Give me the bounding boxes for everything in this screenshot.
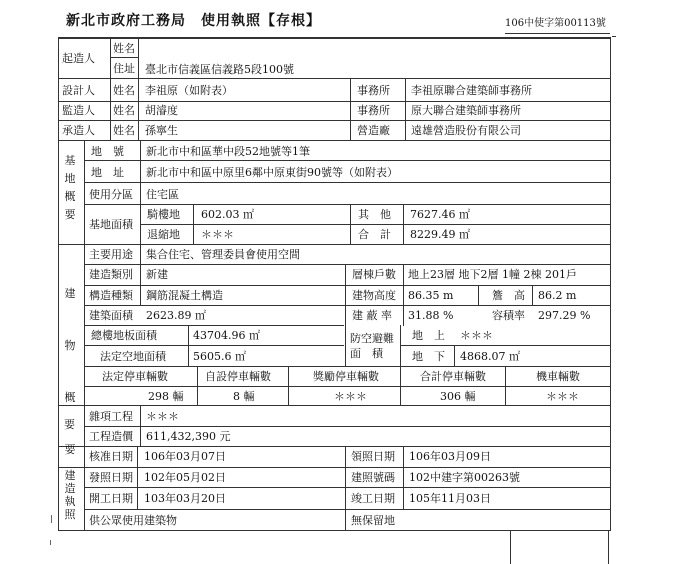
receive-date-label: 領照日期 <box>351 450 395 463</box>
applicant-address-value: 臺北市信義區信義路5段100號 <box>145 63 294 76</box>
shelter-area-label: 防空避難面 積 <box>350 332 394 360</box>
setback-value: ＊＊＊ <box>201 228 234 241</box>
approve-date-value: 106年03月07日 <box>144 450 226 463</box>
site-area-label: 基地面積 <box>89 218 133 231</box>
total-area-value: 8229.49 ㎡ <box>410 228 470 241</box>
far-label: 容積率 <box>492 309 525 322</box>
shelter-above-value: ＊＊＊ <box>460 329 493 342</box>
zoning-label: 使用分區 <box>89 188 133 201</box>
shelter-above-label: 地 上 <box>412 329 445 342</box>
cost-value: 611,432,390 元 <box>146 430 231 443</box>
lot-number-label: 地 號 <box>91 145 124 158</box>
designer-office-value: 李祖原聯合建築師事務所 <box>411 84 532 97</box>
misc-work-value: ＊＊＊ <box>146 410 179 423</box>
table-left-border <box>58 37 59 531</box>
finish-date-value: 105年11月03日 <box>409 492 491 505</box>
main-use-label: 主要用途 <box>89 248 133 261</box>
site-address-label: 地 址 <box>91 166 124 179</box>
cost-label: 工程造價 <box>89 430 133 443</box>
total-area-label: 合 計 <box>358 228 391 241</box>
other-area-label: 其 他 <box>358 208 391 221</box>
table-right-border <box>610 37 611 531</box>
misc-work-label: 雜項工程 <box>89 410 133 423</box>
parking-legal-value: 298 輛 <box>148 390 184 403</box>
build-type-label: 建造類別 <box>89 268 133 281</box>
table-top-border <box>58 37 610 39</box>
start-date-label: 開工日期 <box>89 492 133 505</box>
public-building-label: 供公眾使用建築物 <box>89 514 177 527</box>
parking-header-motorcycle: 機車輛數 <box>536 370 580 383</box>
permit-number-label: 建照號碼 <box>351 471 395 484</box>
designer-label: 設計人 <box>62 84 95 97</box>
parking-motorcycle-value: ＊＊＊ <box>546 390 579 403</box>
issue-date-value: 102年05月02日 <box>144 471 226 484</box>
far-value: 297.29 % <box>538 309 591 322</box>
floor-area-value: 43704.96 ㎡ <box>193 329 260 342</box>
coverage-ratio-label: 建 蔽 率 <box>352 309 392 322</box>
arcade-value: 602.03 ㎡ <box>201 208 254 221</box>
contractor-office-label: 營造廠 <box>357 124 390 137</box>
supervisor-office-value: 原大聯合建築師事務所 <box>411 104 521 117</box>
site-section-label: 基地概要 <box>64 154 76 221</box>
contractor-name-value: 孫寧生 <box>145 124 178 137</box>
structure-value: 鋼筋混凝土構造 <box>146 289 223 302</box>
eave-height-value: 86.2 m <box>538 289 577 302</box>
structure-label: 構造種類 <box>89 289 133 302</box>
height-value: 86.35 m <box>408 289 454 302</box>
no-reserved-land-label: 無保留地 <box>351 514 395 527</box>
parking-header-total: 合計停車輛數 <box>420 370 486 383</box>
build-type-value: 新建 <box>146 268 168 281</box>
floors-value: 地上23層 地下2層 1幢 2棟 201戶 <box>408 268 577 281</box>
parking-header-bonus: 獎勵停車輛數 <box>313 370 379 383</box>
site-address-value: 新北市中和區中原里6鄰中原東街90號等（如附表） <box>146 166 398 179</box>
building-section-label: 建物概要 <box>64 287 76 456</box>
applicant-label: 起造人 <box>62 52 95 65</box>
document-title: 新北市政府工務局 使用執照【存根】 <box>66 13 321 29</box>
approve-date-label: 核准日期 <box>89 450 133 463</box>
other-area-value: 7627.46 ㎡ <box>410 208 470 221</box>
docno-underline <box>505 33 610 34</box>
table-bottom-border <box>58 530 610 531</box>
designer-name-label: 姓名 <box>113 84 135 97</box>
document-number: 106中使字第00113號 <box>505 18 606 29</box>
parking-bonus-value: ＊＊＊ <box>334 390 367 403</box>
arcade-label: 騎樓地 <box>147 208 180 221</box>
open-space-label: 法定空地面積 <box>100 350 166 363</box>
height-label: 建物高度 <box>352 289 396 302</box>
issue-date-label: 發照日期 <box>89 471 133 484</box>
designer-office-label: 事務所 <box>357 84 390 97</box>
zoning-value: 住宅區 <box>146 188 179 201</box>
permit-number-value: 102中建字第00263號 <box>409 471 520 484</box>
open-space-value: 5605.6 ㎡ <box>193 350 246 363</box>
parking-header-legal: 法定停車輛數 <box>102 370 168 383</box>
shelter-below-label: 地 下 <box>412 350 445 363</box>
shelter-below-value: 4868.07 ㎡ <box>460 350 520 363</box>
floors-label: 層棟戶數 <box>352 268 396 281</box>
contractor-office-value: 遠雄營造股份有限公司 <box>411 124 521 137</box>
applicant-name-label: 姓名 <box>113 42 135 55</box>
misc-section-label: 要 <box>64 418 75 431</box>
main-use-value: 集合住宅、管理委員會使用空間 <box>146 248 300 261</box>
lot-number-value: 新北市中和區華中段52地號等1筆 <box>146 145 310 158</box>
parking-total-value: 306 輛 <box>440 390 476 403</box>
contractor-label: 承造人 <box>62 124 95 137</box>
receive-date-value: 106年03月09日 <box>409 450 491 463</box>
supervisor-office-label: 事務所 <box>357 104 390 117</box>
finish-date-label: 竣工日期 <box>351 492 395 505</box>
coverage-ratio-value: 31.88 % <box>408 309 454 322</box>
supervisor-name-value: 胡濬度 <box>145 104 178 117</box>
floor-area-label: 總樓地板面積 <box>91 329 157 342</box>
parking-header-self: 自設停車輛數 <box>205 370 271 383</box>
supervisor-name-label: 姓名 <box>113 104 135 117</box>
eave-height-label: 簷 高 <box>492 289 525 302</box>
start-date-value: 103年03月20日 <box>144 492 226 505</box>
designer-name-value: 李祖原（如附表） <box>145 84 233 97</box>
building-area-value: 2623.89 ㎡ <box>146 309 206 322</box>
permit-section-label: 建造執照 <box>64 469 76 521</box>
contractor-name-label: 姓名 <box>113 124 135 137</box>
setback-label: 退縮地 <box>147 228 180 241</box>
supervisor-label: 監造人 <box>62 104 95 117</box>
applicant-address-label: 住址 <box>113 62 135 75</box>
building-area-label: 建築面積 <box>89 309 133 322</box>
parking-self-value: 8 輛 <box>233 390 255 403</box>
